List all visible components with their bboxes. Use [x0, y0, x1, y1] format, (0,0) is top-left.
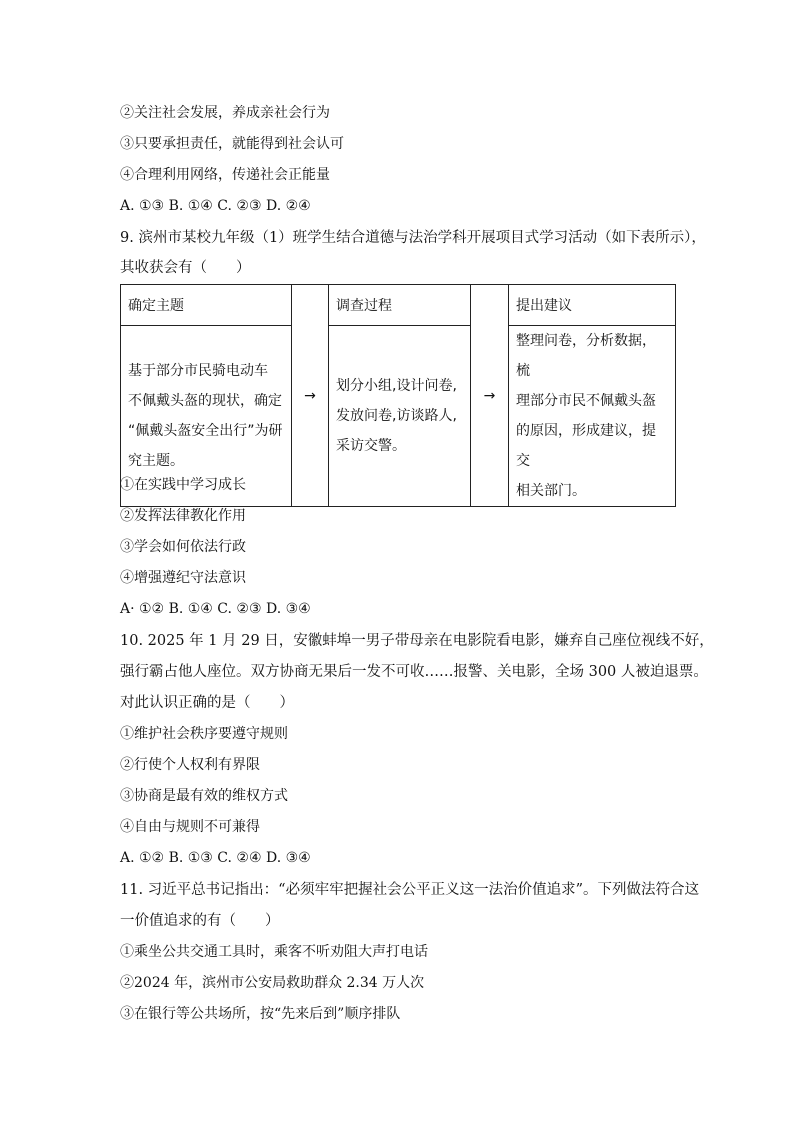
table-cell-line: 的原因，形成建议，提交: [516, 423, 656, 469]
table-cell-investigation: [329, 326, 471, 507]
table-header-suggestion: 提出建议: [509, 285, 676, 326]
q9-option-3: ③学会如何依法行政: [120, 539, 246, 555]
q9-option-4: ④增强遵纪守法意识: [120, 570, 246, 586]
q9-option-1: ①在实践中学习成长: [120, 477, 246, 493]
table-cell-line: 采访交警。: [336, 438, 406, 454]
arrow-right-icon: →: [471, 285, 509, 507]
q11-stem-line-2: 一价值追求的有（ ）: [120, 913, 280, 929]
table-cell-line: 究主题。: [128, 453, 184, 469]
q8-option-4: ④合理利用网络，传递社会正能量: [120, 167, 330, 183]
table-cell-line: “佩戴头盔安全出行”为研: [128, 423, 283, 439]
table-cell-line: 基于部分市民骑电动车: [128, 363, 268, 379]
q8-choices: A. ①③ B. ①④ C. ②③ D. ②④: [120, 198, 311, 214]
q8-option-2: ②关注社会发展，养成亲社会行为: [120, 105, 330, 121]
project-learning-table: [120, 284, 676, 507]
q9-option-2: ②发挥法律教化作用: [120, 508, 246, 524]
q11-option-3: ③在银行等公共场所，按“先来后到”顺序排队: [120, 1006, 401, 1022]
q10-option-4: ④自由与规则不可兼得: [120, 819, 260, 835]
q11-option-2: ②2024 年，滨州市公安局救助群众 2.34 万人次: [120, 975, 425, 991]
q10-stem-line-2: 强行霸占他人座位。双方协商无果后一发不可收……报警、关电影，全场 300 人被迫退票。: [120, 664, 708, 680]
q11-stem-line-1: 11. 习近平总书记指出：“必须牢牢把握社会公平正义这一法治价值追求”。下列做法符合这: [120, 882, 699, 898]
q9-stem-line-1: 9. 滨州市某校九年级（1）班学生结合道德与法治学科开展项目式学习活动（如下表所示），: [120, 230, 706, 246]
q10-option-3: ③协商是最有效的维权方式: [120, 788, 288, 804]
q11-option-1: ①乘坐公共交通工具时，乘客不听劝阻大声打电话: [120, 944, 428, 960]
q9-choices: A· ①② B. ①④ C. ②③ D. ③④: [120, 601, 311, 617]
table-cell-line: 整理问卷，分析数据，梳: [516, 333, 656, 379]
table-cell-line: 相关部门。: [516, 483, 586, 499]
q10-stem-line-1: 10. 2025 年 1 月 29 日，安徽蚌埠一男子带母亲在电影院看电影，嫌弃自己座位视线不好，: [120, 633, 714, 649]
table-cell-line: 不佩戴头盔的现状，确定: [128, 393, 282, 409]
q10-option-1: ①维护社会秩序要遵守规则: [120, 726, 288, 742]
table-cell-line: 发放问卷,访谈路人,: [336, 408, 457, 424]
table-cell-line: 划分小组,设计问卷,: [336, 378, 457, 394]
table-header-investigation: 调查过程: [329, 285, 471, 326]
table-header-topic: 确定主题: [121, 285, 292, 326]
q9-stem-line-2: 其收获会有（ ）: [120, 260, 251, 276]
q10-choices: A. ①② B. ①③ C. ②④ D. ③④: [120, 850, 311, 866]
arrow-right-icon: →: [292, 285, 329, 507]
q8-option-3: ③只要承担责任，就能得到社会认可: [120, 136, 344, 152]
q10-option-2: ②行使个人权利有界限: [120, 757, 260, 773]
table-cell-line: 理部分市民不佩戴头盔: [516, 393, 656, 409]
q10-stem-line-3: 对此认识正确的是（ ）: [120, 695, 294, 711]
table-cell-suggestion: [509, 326, 676, 507]
